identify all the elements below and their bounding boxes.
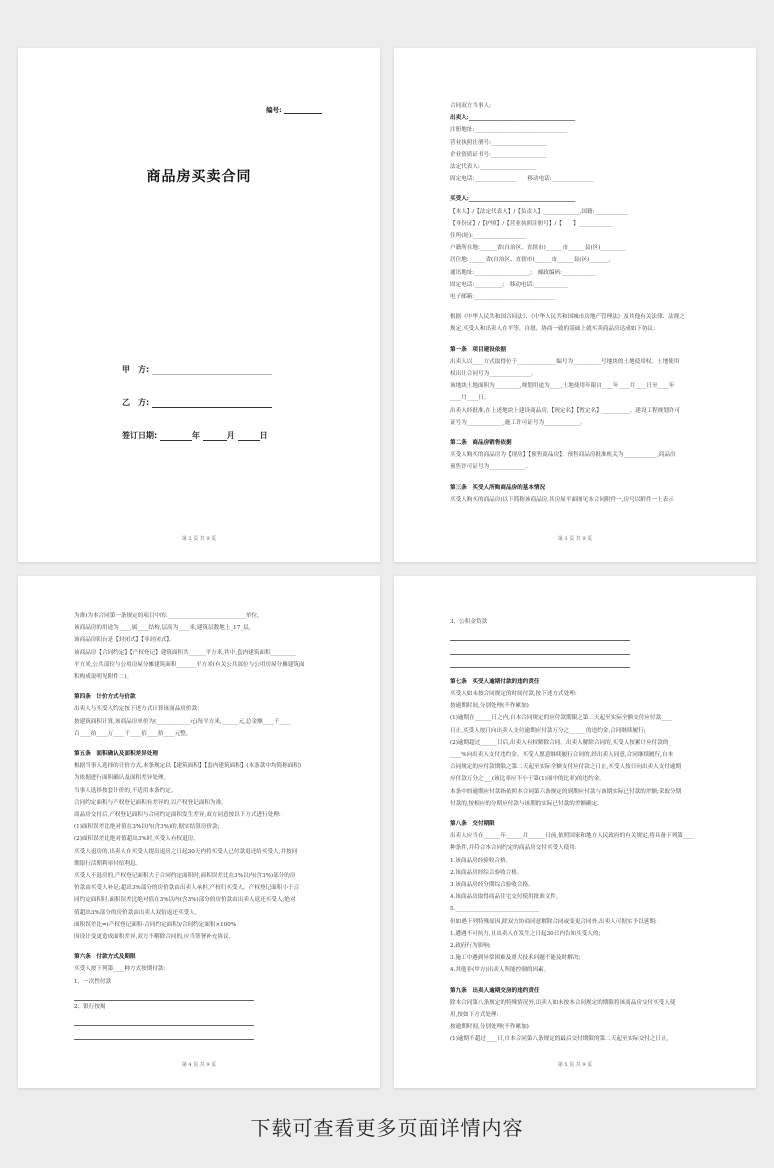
party-a <box>122 364 272 375</box>
text-line: 出卖人与买受人约定按下述方式计算该商品房价款: <box>74 706 199 713</box>
text-line: 用,按如下方式处理: <box>450 1012 499 1019</box>
text-line: 3.施工中遇到异常困难及重大技术问题不能及时解决; <box>450 955 581 962</box>
month-label: 月 <box>226 431 235 440</box>
text-line: (2)逾期超过______日后,出卖人有权解除合同。出卖人解除合同的,买受人按累计应付款的_ <box>450 739 672 746</box>
page-body <box>450 100 706 506</box>
text-line: 出卖人应当在______年______月______日前,依照国家和地方人民政府的有关规定,将具备下列第____ <box>450 833 695 840</box>
text-line: 按建筑面积计算,该商品房单价为(____________元)每平方米,______元,总金额____千____ <box>74 718 291 725</box>
text-line: 1.遭遇不可抗力,且出卖人在发生之日起30日内告知买受人的; <box>450 930 601 937</box>
page-footer: 第 2 页 共 9 页 <box>181 536 217 542</box>
contract-number <box>266 105 322 114</box>
text-line: 但如遇下列特殊原因,除双方协商同意解除合同或变更合同外,出卖人可据实予以延期: <box>450 918 657 925</box>
text-line: 百____拾____万____千____佰____拾____元整。 <box>74 730 192 737</box>
text-line: 出卖人经批准,在上述地块上建设商品房,【现定名】【暂定名】__________。建设工程规划许可 <box>450 407 681 414</box>
text-line: 固定电话:__________; 移动电话:____________ <box>450 281 568 288</box>
party-b-field[interactable] <box>152 398 272 408</box>
page-pricing <box>18 576 380 1088</box>
blank-fill-line <box>74 988 254 1001</box>
text-line: 企业资质证书号:____________________ <box>450 151 547 158</box>
clause-heading: 出卖人:______________________________________ <box>450 115 576 122</box>
text-line: 固定电话:_______________ 移动电话:_______________ <box>450 176 594 183</box>
text-line: 价款由买受人补足;超出3%部分的房价款由出卖人承担,产权归买受人。产权登记面积小于合 <box>74 885 300 892</box>
text-line: 2.政府行为影响; <box>450 943 491 950</box>
party-a-field[interactable] <box>152 365 272 375</box>
month-field[interactable] <box>203 431 227 441</box>
text-line: 住所(址):___________________ <box>450 233 527 240</box>
text-line: 本条中的逾期应付款指依照本合同第六条规定的到期应付款与该期实际已付款的差额;采取分期 <box>450 788 682 795</box>
paragraph-gap <box>450 977 706 985</box>
text-line: 通讯地址:____________________; 邮政编码:____________ <box>450 269 596 276</box>
text-line: 1.该商品房经验收合格。 <box>450 857 512 864</box>
clause-heading: 第六条 付款方式及期限 <box>74 954 136 961</box>
text-line: 该地块土地面积为_________,规划用途为____,土地使用年限自____年____月____日至____年 <box>450 383 675 390</box>
text-line: 按逾期时间,分别处理(不作累加) <box>450 703 529 710</box>
page-footer: 第 3 页 共 9 页 <box>557 536 593 542</box>
text-line: 当事人选择按套计价的,不适用本条约定。 <box>74 787 177 794</box>
page-cover <box>18 48 380 562</box>
party-b-label: 乙 方: <box>122 398 150 407</box>
blank-fill-line <box>450 641 630 654</box>
text-line: 合同规定的应付款期限之第二天起至实际全额支付应付款之日止,买受人按日向出卖人支付逾期 <box>450 764 682 771</box>
text-line: 证号为_____________,施工许可证号为_____________。 <box>450 419 587 426</box>
text-line: 同约定面积时,面积误差比绝对值在3%以内(含3%)部分的房价款由出卖人返还买受人;绝对 <box>74 897 296 904</box>
text-line: 营业执照注册号:____________________ <box>450 139 547 146</box>
text-line: 3.该商品房经分期综合验收合格。 <box>450 882 534 889</box>
text-line: 居住地:______省(自治区、直辖市)______市______县(区)_______, <box>450 257 611 264</box>
text-line: 1、一次性付款 <box>74 978 112 985</box>
page-body <box>74 610 328 1040</box>
party-a-label: 甲 方: <box>122 365 150 374</box>
paragraph-gap <box>450 336 706 344</box>
paragraph-gap <box>74 683 328 691</box>
text-line: 商品房交付后,产权登记面积与合同约定面积发生差异,双方同意按以下方式进行处理: <box>74 812 281 819</box>
clause-heading: 第三条 买受人所购商品房的基本情况 <box>450 484 546 491</box>
page-body <box>450 616 706 1046</box>
clause-heading: 第二条 商品房销售依据 <box>450 440 512 447</box>
document-title: 商品房买卖合同 <box>146 169 252 185</box>
text-line: 该商品房的用途为____,属____结构,层高为____米,建筑层数地上_17_层, <box>74 625 251 632</box>
text-line: 3、公积金贷款 <box>450 619 488 625</box>
text-line: 为依据进行面积确认及面积差异处理。 <box>74 775 170 782</box>
text-line: 合同双方当事人: <box>450 103 492 109</box>
text-line: 平方米,公共部位与公用房屋分摊建筑面积_______平方米(有关公共部位与公用房屋分摊建筑面 <box>74 661 305 668</box>
text-line: 预售许可证号为_____________。 <box>450 464 532 471</box>
text-line: 买受人购买的商品房为【现房】【预售商品房】。预售商品房批准机关为____________,商品房 <box>450 452 676 459</box>
blank-fill-line <box>74 1026 254 1039</box>
text-line: 2、银行按揭 <box>74 1004 106 1011</box>
text-line: 按逾期时间,分别处理(不作累加) <box>450 1024 529 1031</box>
party-b <box>122 397 272 408</box>
text-line: 合同约定面积与产权登记面积有差异的,以产权登记面积为准。 <box>74 799 227 806</box>
paragraph-gap <box>74 943 328 951</box>
blank-fill-line <box>450 628 630 641</box>
text-line: 注册地址:_________________________________ <box>450 127 567 134</box>
page-parties <box>394 48 756 562</box>
text-line: 日止,买受人按日向出卖人支付逾期应付款万分之______的违约金,合同继续履行; <box>450 727 646 734</box>
paragraph-gap <box>74 740 328 748</box>
text-line: 面积误差比=(产权登记面积-合同约定面积)/合同约定面积×100% <box>74 921 237 928</box>
text-line: 该商品房【合同约定】【产权登记】建筑面积共______平方米,其中,套内建筑面积_________ <box>74 649 296 656</box>
text-line: 5.______________________________ <box>450 906 540 913</box>
text-line: 买受人购买的商品房(以下简称该商品房,其房屋平面图见本合同附件一,房号以附件一上表示 <box>450 496 674 503</box>
text-line: 种条件,并符合本合同约定的商品房交付买受人使用: <box>450 845 577 852</box>
text-line: 电子邮箱:_____________________________ <box>450 294 556 301</box>
clause-heading: 第一条 项目建设依据 <box>450 346 506 353</box>
text-line: 【本人】/【法定代表人】/【负责人】_____________,国籍:____________ <box>450 208 629 215</box>
text-line: 买受人如未按合同规定的时间付款,按下述方式处理: <box>450 690 577 697</box>
text-line: 值超出3%部分的房价款由出卖人双倍返还买受人。 <box>74 909 201 916</box>
contract-number-field[interactable] <box>284 105 322 114</box>
text-line: 4.该商品房取得商品住宅交付使用批准文件。 <box>450 894 562 901</box>
text-line: (1)逾期不超过____日,自本合同第八条规定的最后交付期限的第二天起至实际交付之日止, <box>450 1036 669 1043</box>
clause-heading: 第四条 计价方式与价款 <box>74 694 136 701</box>
text-line: 应付款万分之___(该比率应不小于第(1)项中的比率)的违约金。 <box>450 776 605 783</box>
text-line: 买受人按下列第____种方式按期付款: <box>74 966 166 973</box>
text-line: 户籍所在地:______省(自治区、直辖市)______市______县(区)_________ <box>450 245 626 252</box>
year-label: 年 <box>192 431 200 440</box>
clause-heading: 第九条 出卖人逾期交房的违约责任 <box>450 987 540 994</box>
text-line: ____月____日。 <box>450 395 490 402</box>
paragraph-gap <box>450 429 706 437</box>
signing-date <box>122 430 268 441</box>
page-delivery <box>394 576 756 1088</box>
paragraph-gap <box>450 810 706 818</box>
text-line: ____%向出卖人支付违约金。买受人愿意继续履行合同的,经出卖人同意,合同继续履行,自本 <box>450 751 674 758</box>
text-line: 权出让合同号为_______________。 <box>450 371 537 378</box>
text-line: 4.其他非(甲方)出卖人所能控制的因素。 <box>450 967 550 974</box>
day-field[interactable] <box>238 431 260 441</box>
text-line: 买受人退房的,出卖人在买受人提出退房之日起30天内将买受人已付款退还给买受人,并按同 <box>74 848 298 855</box>
text-line: 因设计变更造成面积差异,双方不解除合同的,应当签署补充协议。 <box>74 934 235 941</box>
text-line: (1)面积误差比绝对值在3%以内(含3%)的,据实结算房价款; <box>74 824 220 831</box>
clause-heading: 买受人:______________________________________ <box>450 196 576 203</box>
clause-heading: 第七条 买受人逾期付款的违约责任 <box>450 678 540 685</box>
page-footer: 第 4 页 共 9 页 <box>181 1062 217 1068</box>
contract-number-label: 编号: <box>266 106 282 114</box>
text-line: 【身份证】/【护照】/【营业执照注册号】/【 】____________ <box>450 220 613 227</box>
clause-heading: 第八条 交付期限 <box>450 821 495 827</box>
text-line: 除本合同第八条规定的特殊情况外,出卖人如未按本合同规定的期限将该商品房交付买受人使 <box>450 999 676 1006</box>
page-footer: 第 5 页 共 9 页 <box>557 1062 593 1068</box>
paragraph-gap <box>450 668 706 676</box>
text-line: 为准)为本合同第一条规定的项目中的:____________________________单位。 <box>74 613 263 619</box>
text-line: 付款的,按相应的分期应付款与该期的实际已付款的差额确定。 <box>450 800 603 807</box>
year-field[interactable] <box>160 431 192 441</box>
paragraph-gap <box>450 474 706 482</box>
text-line: 根据《中华人民共和国合同法》、《中华人民共和国城市房地产管理法》及其他有关法律、法规之 <box>450 314 685 321</box>
text-line: 根据当事人选择的计价方式,本条规定以【建筑面积】【套内建筑面积】(本条款中均简称面积) <box>74 763 302 770</box>
text-line: (1)逾期在______日之内,自本合同规定的应付款期限之第二天起至实际全额支付应付款____ <box>450 715 673 722</box>
text-line: (2)面积误差比绝对值超出3%时,买受人有权退房。 <box>74 836 199 843</box>
blank-fill-line <box>450 655 630 668</box>
paragraph-gap <box>450 185 706 193</box>
clause-heading: 第五条 面积确认及面积差异处理 <box>74 751 158 758</box>
signing-date-label: 签订日期: <box>122 431 158 440</box>
download-caption: 下载可查看更多页面详情内容 <box>250 1116 524 1140</box>
paragraph-gap <box>450 303 706 311</box>
day-label: 日 <box>259 431 268 440</box>
text-line: 法定代表人:____________________ <box>450 164 536 171</box>
text-line: 积构成说明见附件二)。 <box>74 674 133 681</box>
blank-fill-line <box>74 1013 254 1026</box>
text-line: 出卖人以____方式取得位于______________编号为__________号地块的土地使用权。土地使用 <box>450 358 680 365</box>
text-line: 该商品房阳台是【封闭式】【非封闭式】。 <box>74 637 175 644</box>
text-line: 买受人不退房的,产权登记面积大于合同约定面积时,面积误差比在3%以内(含3%)部分的房 <box>74 873 296 880</box>
text-line: 规定,买受人和出卖人在平等、自愿、协商一致的基础上就买卖商品房达成如下协议: <box>450 326 656 333</box>
text-line: 2.该商品房经综合验收合格。 <box>450 869 523 876</box>
text-line: 期银行活期利率付给利息。 <box>74 860 142 867</box>
